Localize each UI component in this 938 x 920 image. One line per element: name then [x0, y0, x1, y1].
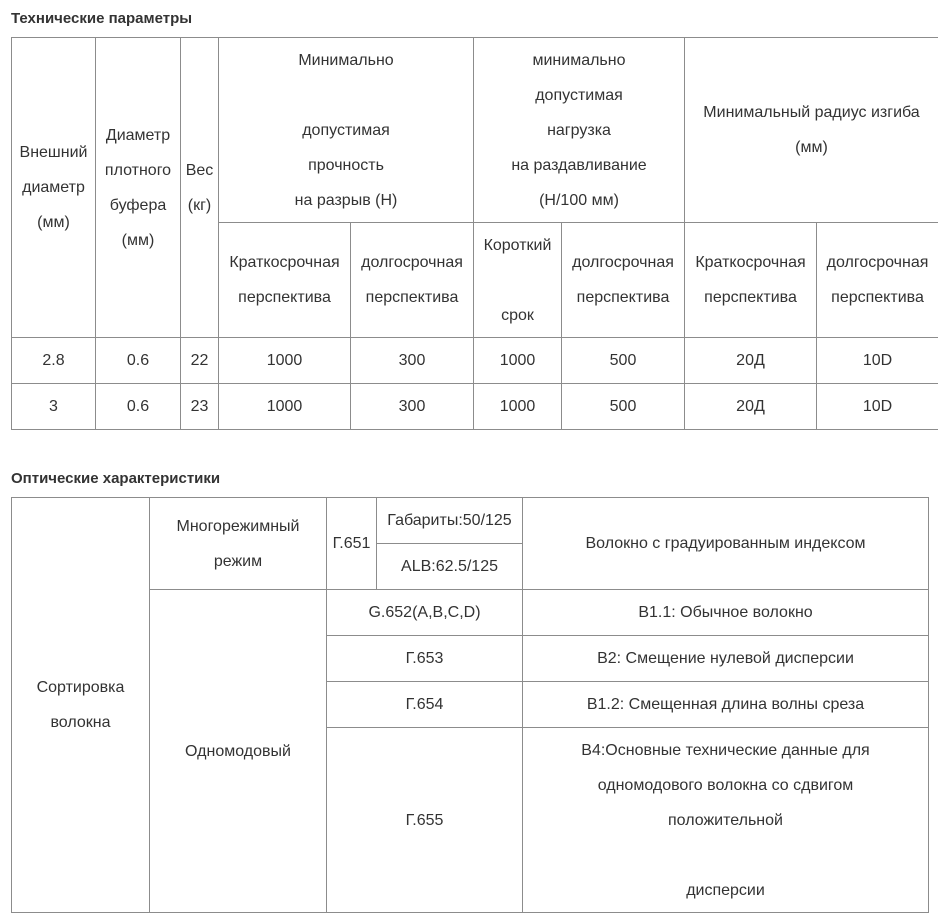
singlemode-description: B1.2: Смещенная длина волны среза — [523, 682, 929, 728]
header-crush-short: Короткий срок — [474, 223, 562, 338]
multimode-size-1: Габариты:50/125 — [377, 498, 523, 544]
table-cell: 23 — [181, 384, 219, 430]
multimode-label: Многорежимный режим — [150, 498, 327, 590]
multimode-description: Волокно с градуированным индексом — [523, 498, 929, 590]
header-weight: Вес (кг) — [181, 38, 219, 338]
singlemode-standard: G.652(A,B,C,D) — [327, 590, 523, 636]
table-cell: 20Д — [685, 338, 817, 384]
multimode-size-2: ALB:62.5/125 — [377, 544, 523, 590]
technical-parameters-table — [11, 37, 938, 430]
table-cell: 10D — [817, 338, 938, 384]
table-cell: 10D — [817, 384, 938, 430]
header-bend-radius: Минимальный радиус изгиба (мм) — [685, 38, 938, 223]
table-cell: 1000 — [474, 384, 562, 430]
table-cell: 500 — [562, 338, 685, 384]
singlemode-description: B4:Основные технические данные для одномодового волокна со сдвигом положительной дисперсии — [523, 728, 929, 913]
table-cell: 3 — [12, 384, 96, 430]
header-bend-long: долгосрочная перспектива — [817, 223, 938, 338]
table-cell: 300 — [351, 384, 474, 430]
header-crush-long: долгосрочная перспектива — [562, 223, 685, 338]
singlemode-description: B2: Смещение нулевой дисперсии — [523, 636, 929, 682]
singlemode-description: B1.1: Обычное волокно — [523, 590, 929, 636]
multimode-standard: Г.651 — [327, 498, 377, 590]
header-crush-load: минимально допустимая нагрузка на раздавливание (Н/100 мм) — [474, 38, 685, 223]
singlemode-standard: Г.653 — [327, 636, 523, 682]
table-cell: 300 — [351, 338, 474, 384]
table-cell: 22 — [181, 338, 219, 384]
header-buffer-diameter: Диаметр плотного буфера (мм) — [96, 38, 181, 338]
optical-characteristics-table — [11, 497, 929, 913]
optic-section-title: Оптические характеристики — [11, 470, 221, 487]
table-cell: 2.8 — [12, 338, 96, 384]
fiber-category-cell: Сортировка волокна — [12, 498, 150, 913]
singlemode-standard: Г.654 — [327, 682, 523, 728]
table-row — [12, 338, 938, 384]
singlemode-label: Одномодовый — [150, 590, 327, 913]
table-row — [12, 590, 929, 636]
table-row — [12, 384, 938, 430]
table-cell: 1000 — [474, 338, 562, 384]
table-cell: 1000 — [219, 338, 351, 384]
table-cell: 1000 — [219, 384, 351, 430]
table-cell: 0.6 — [96, 338, 181, 384]
header-tensile-strength: Минимально допустимая прочность на разрыв (Н) — [219, 38, 474, 223]
header-outer-diameter: Внешний диаметр (мм) — [12, 38, 96, 338]
header-bend-short: Краткосрочная перспектива — [685, 223, 817, 338]
table-cell: 0.6 — [96, 384, 181, 430]
header-tensile-long: долгосрочная перспектива — [351, 223, 474, 338]
singlemode-standard: Г.655 — [327, 728, 523, 913]
table-cell: 500 — [562, 384, 685, 430]
tech-section-title: Технические параметры — [11, 10, 193, 27]
header-tensile-short: Краткосрочная перспектива — [219, 223, 351, 338]
table-cell: 20Д — [685, 384, 817, 430]
